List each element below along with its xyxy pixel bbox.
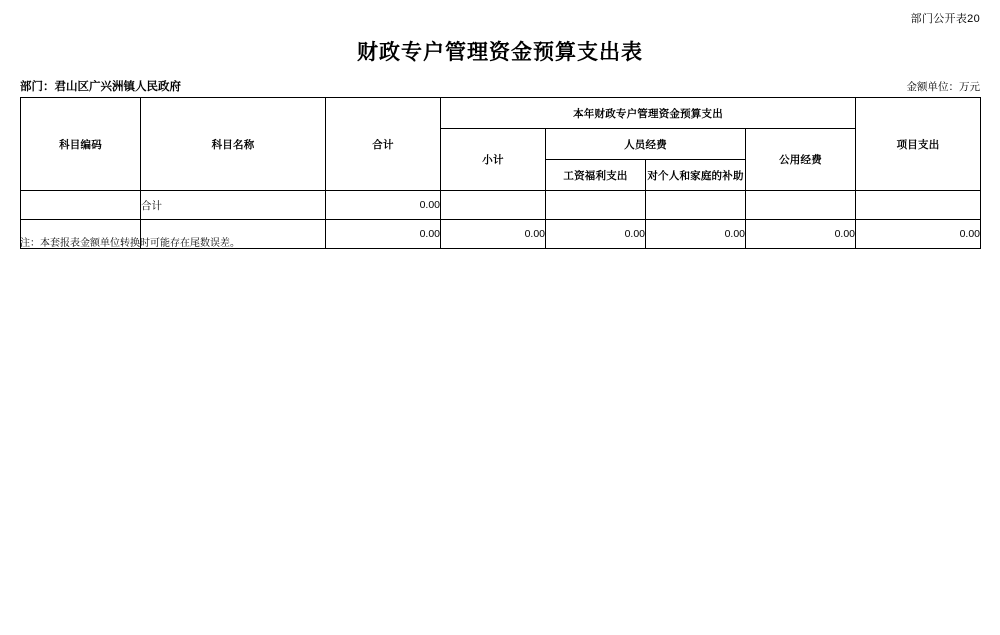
col-header-code: 科目编码 xyxy=(21,98,141,191)
amount-unit-label: 金额单位：万元 xyxy=(906,81,980,93)
header-row-1 xyxy=(21,98,981,129)
cell-salary-welfare: 0.00 xyxy=(546,220,646,249)
cell-subtotal xyxy=(441,191,546,220)
budget-expenditure-table xyxy=(20,97,981,249)
col-header-subtotal: 小计 xyxy=(441,129,546,191)
meta-row xyxy=(20,78,980,94)
cell-project-expenditure xyxy=(856,191,981,220)
col-header-public-funds: 公用经费 xyxy=(746,129,856,191)
department-label: 部门：君山区广兴洲镇人民政府 xyxy=(20,81,181,93)
cell-salary-welfare xyxy=(546,191,646,220)
cell-public-funds xyxy=(746,191,856,220)
cell-subtotal: 0.00 xyxy=(441,220,546,249)
form-code-label: 部门公开表20 xyxy=(910,13,980,25)
cell-total: 0.00 xyxy=(326,220,441,249)
cell-project-expenditure: 0.00 xyxy=(856,220,981,249)
table-row xyxy=(21,191,981,220)
col-header-personnel: 人员经费 xyxy=(546,129,746,160)
page-title: 财政专户管理资金预算支出表 xyxy=(357,41,643,64)
col-header-project-expenditure: 项目支出 xyxy=(856,98,981,191)
col-header-group: 本年财政专户管理资金预算支出 xyxy=(441,98,856,129)
cell-public-funds: 0.00 xyxy=(746,220,856,249)
table-header xyxy=(21,98,981,191)
cell-total: 0.00 xyxy=(326,191,441,220)
footnote: 注：本套报表金额单位转换时可能存在尾数误差。 xyxy=(20,238,240,249)
cell-code xyxy=(21,191,141,220)
col-header-salary-welfare: 工资福利支出 xyxy=(546,160,646,191)
col-header-name: 科目名称 xyxy=(141,98,326,191)
cell-subsidy-individual-family xyxy=(646,191,746,220)
cell-name: 合计 xyxy=(141,191,326,220)
col-header-total: 合计 xyxy=(326,98,441,191)
cell-subsidy-individual-family: 0.00 xyxy=(646,220,746,249)
col-header-subsidy-individual-family: 对个人和家庭的补助 xyxy=(646,160,746,191)
